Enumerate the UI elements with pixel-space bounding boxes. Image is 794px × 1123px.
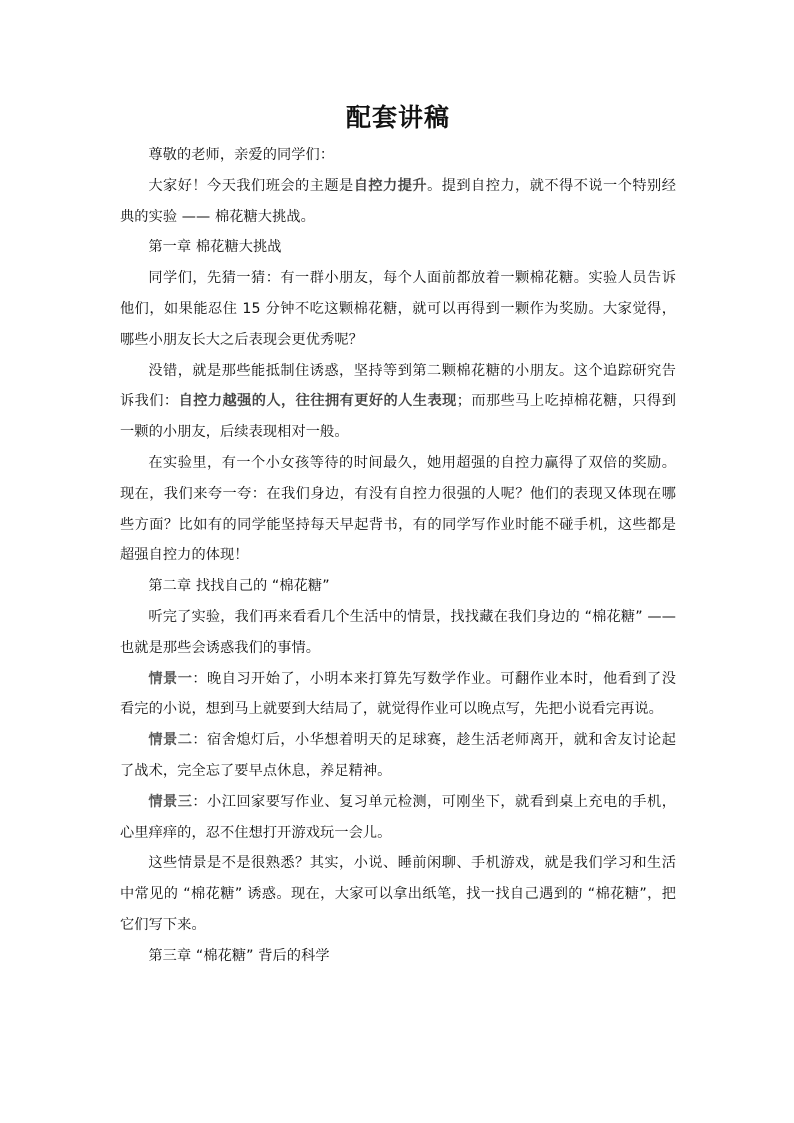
paragraph-scenes-intro: 听完了实验，我们再来看看几个生活中的情景，找找藏在我们身边的 “棉花糖” —— 也就是那些会诱惑我们的事情。 [120,608,676,656]
paragraph-summary: 这些情景是不是很熟悉？其实，小说、睡前闲聊、手机游戏，就是我们学习和生活中常见的 “棉花糖” 诱惑。现在，大家可以拿出纸笔，找一找自己遇到的 “棉花糖”，把它们写下来。 [120,855,676,933]
result-text-2: ；而那些马上吃掉棉花糖，只得到一颗的小朋友，后续表现相对一般。 [120,393,676,441]
scene-2-label: 情景二 [148,732,193,749]
result-text-1: 没错，就是那些能抵制住诱惑，坚持等到第二颗棉花糖的小朋友。这个追踪研究告诉我们： [120,362,676,410]
document-page [120,98,676,972]
chapter-3-heading: 第三章 “棉花糖” 背后的科学 [148,947,330,964]
scene-2-text: ：宿舍熄灯后，小华想着明天的足球赛，趁生活老师离开，就和舍友讨论起了战术，完全忘了要早点休息，养足精神。 [120,732,676,779]
chapter-1-heading: 第一章 棉花糖大挑战 [148,239,282,256]
scene-3 [120,787,676,849]
scene-3-label: 情景三 [148,793,193,810]
page-title: 配套讲稿 [345,103,450,132]
scene-2 [120,725,676,787]
scene-3-text: ：小江回家要写作业、复习单元检测，可刚坐下，就看到桌上充电的手机，心里痒痒的，忍不住想打开游戏玩一会儿。 [120,793,676,841]
theme-highlight: 自控力提升 [353,177,428,194]
paragraph-result [120,356,676,448]
scene-1 [120,664,676,726]
result-highlight: 自控力越强的人，往往拥有更好的人生表现 [178,393,457,410]
intro-paragraph [120,171,676,233]
intro-text-2: 。提到自控力，就不得不说一个特别经典的实验 —— 棉花糖大挑战。 [120,177,677,225]
intro-text-1: 大家好！今天我们班会的主题是 [148,177,354,194]
scene-1-label: 情景一 [148,670,193,687]
scene-1-text: ：晚自习开始了，小明本来打算先写数学作业。可翻作业本时，他看到了没看完的小说，想到马上就要到大结局了，就觉得作业可以晚点写，先把小说看完再说。 [120,670,676,718]
greeting: 尊敬的老师，亲爱的同学们： [148,147,335,163]
paragraph-guess: 同学们，先猜一猜：有一群小朋友，每个人面前都放着一颗棉花糖。实验人员告诉他们，如果能忍住 15 分钟不吃这颗棉花糖，就可以再得到一颗作为奖励。大家觉得，哪些小朋友长大之后表现会更优秀呢？ [120,270,676,348]
paragraph-praise: 在实验里，有一个小女孩等待的时间最久，她用超强的自控力赢得了双倍的奖励。现在，我们来夸一夸：在我们身边，有没有自控力很强的人呢？他们的表现又体现在哪些方面？比如有的同学能坚持每天早起背书，有的同学写作业时能不碰手机，这些都是超强自控力的体现！ [120,454,676,564]
chapter-2-heading: 第二章 找找自己的 “棉花糖” [148,578,330,595]
